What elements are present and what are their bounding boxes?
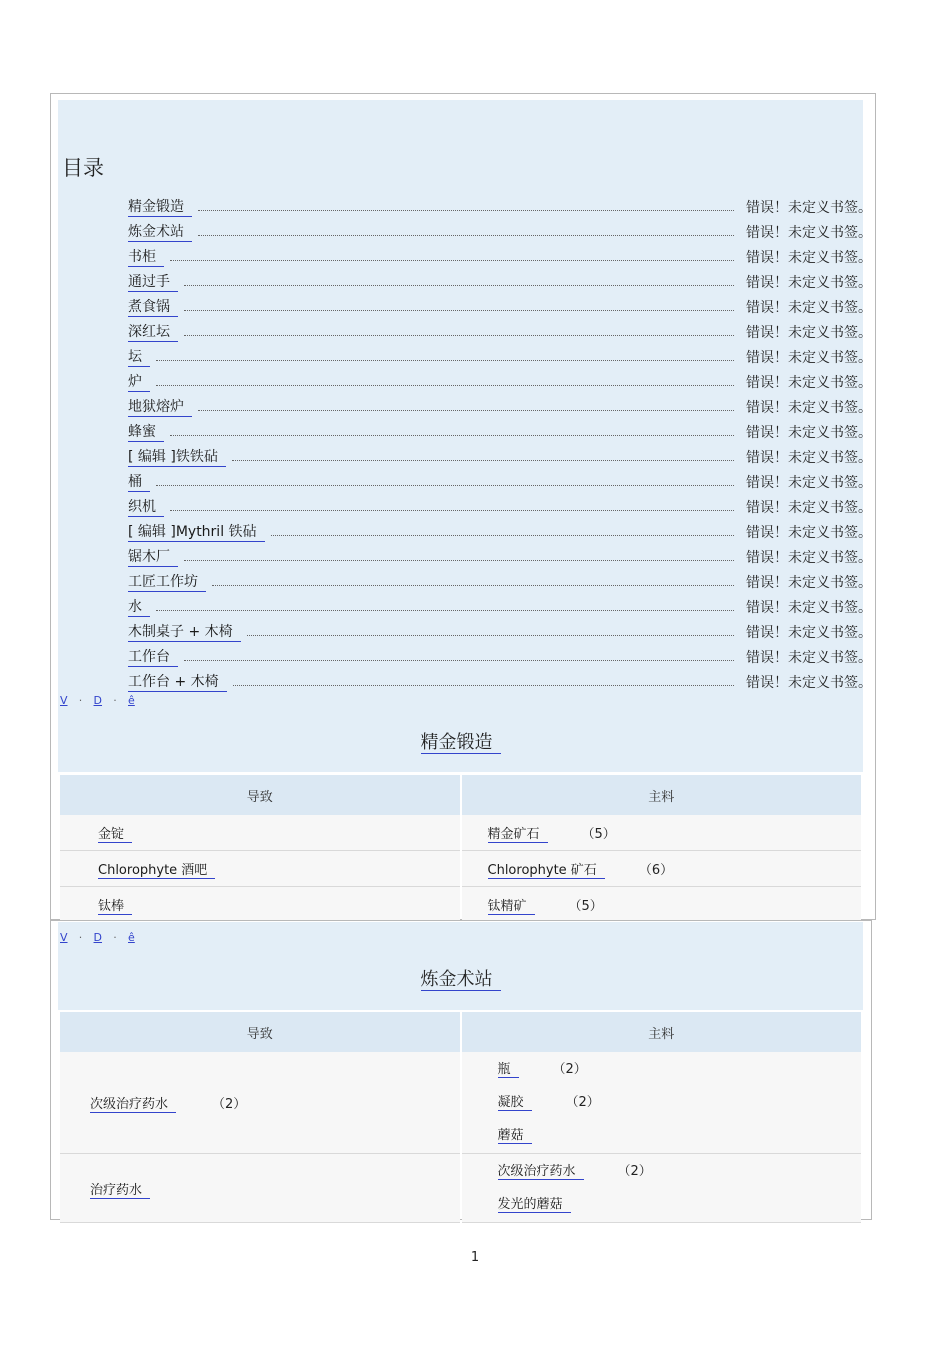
nav-discuss-link[interactable]: D — [93, 931, 103, 944]
toc-dot-leader — [184, 334, 734, 336]
result-link[interactable]: 治疗药水 — [90, 1183, 150, 1199]
result-quantity: （2） — [212, 1097, 247, 1112]
toc-dot-leader — [212, 584, 734, 586]
ingredient-cell — [462, 887, 862, 923]
toc-entry — [128, 442, 872, 467]
toc-page-ref: 错误！未定义书签。 — [746, 550, 872, 566]
toc-entry — [128, 542, 872, 567]
toc-entry-link[interactable]: 坛 — [128, 346, 150, 367]
table-row — [60, 815, 861, 851]
ingredient-link[interactable]: 凝胶 — [498, 1095, 532, 1111]
table-row — [60, 1154, 861, 1223]
toc-dot-leader — [198, 409, 734, 411]
result-cell — [60, 851, 460, 887]
ingredient-cell — [462, 1052, 862, 1154]
ingredient-line — [498, 1188, 861, 1221]
toc-entry-link[interactable]: [ 编辑 ]Mythril 铁砧 — [128, 521, 265, 542]
toc-entry — [128, 667, 872, 692]
toc-dot-leader — [170, 509, 734, 511]
result-cell — [60, 1154, 460, 1223]
result-link[interactable]: 钛棒 — [98, 899, 132, 915]
nav-edit-link[interactable]: ê — [128, 694, 135, 707]
column-header-ingredients: 主料 — [462, 1012, 862, 1052]
toc-page-ref: 错误！未定义书签。 — [746, 225, 872, 241]
ingredient-link[interactable]: 精金矿石 — [488, 827, 548, 843]
column-header-result: 导致 — [60, 1012, 460, 1052]
toc-entry-link[interactable]: 锯木厂 — [128, 546, 178, 567]
nav-edit-link[interactable]: ê — [128, 931, 135, 944]
toc-page-ref: 错误！未定义书签。 — [746, 300, 872, 316]
toc-entry — [128, 392, 872, 417]
toc-dot-leader — [184, 309, 734, 311]
toc-page-ref: 错误！未定义书签。 — [746, 425, 872, 441]
nav-view-link[interactable]: V — [60, 931, 68, 944]
toc-entry — [128, 492, 872, 517]
table-row — [60, 851, 861, 887]
toc-entry — [128, 292, 872, 317]
toc-dot-leader — [247, 634, 734, 636]
toc-entry-link[interactable]: 工作台 + 木椅 — [128, 671, 227, 692]
ingredient-quantity: （2） — [617, 1164, 652, 1179]
toc-entry-link[interactable]: 工匠工作坊 — [128, 571, 206, 592]
toc-entry — [128, 192, 872, 217]
toc-page-ref: 错误！未定义书签。 — [746, 350, 872, 366]
toc-entry-link[interactable]: 书柜 — [128, 246, 164, 267]
table-row — [60, 887, 861, 923]
ingredient-link[interactable]: 次级治疗药水 — [498, 1164, 584, 1180]
nav-vde-1: V · D · ê — [60, 694, 135, 707]
table-row — [60, 1052, 861, 1154]
toc-entry — [128, 567, 872, 592]
result-cell — [60, 815, 460, 851]
nav-view-link[interactable]: V — [60, 694, 68, 707]
toc-entry — [128, 367, 872, 392]
ingredient-cell — [462, 815, 862, 851]
toc-entry — [128, 342, 872, 367]
toc-entry-link[interactable]: 炼金术站 — [128, 221, 192, 242]
toc-entry-link[interactable]: 精金锻造 — [128, 196, 192, 217]
section-title-link[interactable]: 精金锻造 — [421, 732, 501, 754]
toc-entry-link[interactable]: 煮食锅 — [128, 296, 178, 317]
result-link[interactable]: 金锭 — [98, 827, 132, 843]
ingredient-link[interactable]: 发光的蘑菇 — [498, 1197, 571, 1213]
toc-entry-link[interactable]: 织机 — [128, 496, 164, 517]
toc-page-ref: 错误！未定义书签。 — [746, 625, 872, 641]
toc-entry-link[interactable]: 炉 — [128, 371, 150, 392]
page-number: 1 — [470, 1250, 480, 1265]
toc-title: 目录 — [62, 156, 104, 180]
ingredient-line — [498, 1119, 861, 1152]
toc-entry-link[interactable]: 桶 — [128, 471, 150, 492]
ingredient-line — [498, 1086, 861, 1119]
toc-page-ref: 错误！未定义书签。 — [746, 450, 872, 466]
toc-entry — [128, 417, 872, 442]
column-header-ingredients: 主料 — [462, 775, 862, 815]
toc-entry-link[interactable]: 通过手 — [128, 271, 178, 292]
result-link[interactable]: Chlorophyte 酒吧 — [98, 863, 215, 879]
toc-page-ref: 错误！未定义书签。 — [746, 575, 872, 591]
ingredient-link[interactable]: 瓶 — [498, 1062, 519, 1078]
toc-page-ref: 错误！未定义书签。 — [746, 650, 872, 666]
ingredient-line — [498, 1053, 861, 1086]
ingredient-quantity: （5） — [581, 827, 616, 842]
toc-entry — [128, 617, 872, 642]
ingredient-quantity: （2） — [565, 1095, 600, 1110]
toc-dot-leader — [156, 609, 734, 611]
ingredient-quantity: （5） — [568, 899, 603, 914]
ingredient-link[interactable]: 钛精矿 — [488, 899, 535, 915]
toc-dot-leader — [271, 534, 734, 536]
toc-page-ref: 错误！未定义书签。 — [746, 375, 872, 391]
ingredient-link[interactable]: 蘑菇 — [498, 1128, 532, 1144]
toc-entry — [128, 267, 872, 292]
toc-page-ref: 错误！未定义书签。 — [746, 200, 872, 216]
toc-page-ref: 错误！未定义书签。 — [746, 400, 872, 416]
ingredient-cell — [462, 1154, 862, 1223]
toc-page-ref: 错误！未定义书签。 — [746, 325, 872, 341]
toc-entry-link[interactable]: 深红坛 — [128, 321, 178, 342]
nav-discuss-link[interactable]: D — [93, 694, 103, 707]
nav-vde-2: V · D · ê — [60, 931, 135, 944]
toc-page-ref: 错误！未定义书签。 — [746, 525, 872, 541]
toc-page-ref: 错误！未定义书签。 — [746, 475, 872, 491]
table-of-contents — [128, 192, 872, 692]
toc-dot-leader — [198, 209, 734, 211]
section-title — [58, 965, 863, 991]
toc-entry-link[interactable]: 地狱熔炉 — [128, 396, 192, 417]
toc-entry — [128, 317, 872, 342]
ingredient-cell — [462, 851, 862, 887]
toc-dot-leader — [156, 359, 734, 361]
toc-entry — [128, 467, 872, 492]
toc-dot-leader — [184, 284, 734, 286]
toc-entry — [128, 517, 872, 542]
toc-page-ref: 错误！未定义书签。 — [746, 675, 872, 691]
result-link[interactable]: 次级治疗药水 — [90, 1097, 176, 1113]
toc-entry-link[interactable]: [ 编辑 ]铁铁砧 — [128, 446, 226, 467]
recipe-table-1 — [58, 775, 863, 923]
toc-entry-link[interactable]: 水 — [128, 596, 150, 617]
toc-page-ref: 错误！未定义书签。 — [746, 275, 872, 291]
result-cell — [60, 1052, 460, 1154]
ingredient-quantity: （6） — [638, 863, 674, 878]
ingredient-line — [498, 1155, 861, 1188]
toc-entry-link[interactable]: 蜂蜜 — [128, 421, 164, 442]
toc-dot-leader — [170, 259, 734, 261]
toc-dot-leader — [156, 484, 734, 486]
toc-dot-leader — [233, 684, 734, 686]
section-title — [58, 728, 863, 754]
toc-dot-leader — [184, 559, 734, 561]
toc-dot-leader — [170, 434, 734, 436]
toc-dot-leader — [198, 234, 734, 236]
toc-page-ref: 错误！未定义书签。 — [746, 500, 872, 516]
column-header-result: 导致 — [60, 775, 460, 815]
toc-entry-link[interactable]: 木制桌子 + 木椅 — [128, 621, 241, 642]
result-cell — [60, 887, 460, 923]
toc-dot-leader — [232, 459, 734, 461]
toc-dot-leader — [184, 659, 734, 661]
section-title-link[interactable]: 炼金术站 — [421, 969, 501, 991]
toc-entry-link[interactable]: 工作台 — [128, 646, 178, 667]
toc-entry — [128, 217, 872, 242]
toc-entry — [128, 242, 872, 267]
toc-entry — [128, 592, 872, 617]
ingredient-link[interactable]: Chlorophyte 矿石 — [488, 863, 605, 879]
toc-page-ref: 错误！未定义书签。 — [746, 600, 872, 616]
ingredient-quantity: （2） — [552, 1062, 587, 1077]
toc-entry — [128, 642, 872, 667]
toc-page-ref: 错误！未定义书签。 — [746, 250, 872, 266]
recipe-table-2 — [58, 1012, 863, 1223]
toc-dot-leader — [156, 384, 734, 386]
